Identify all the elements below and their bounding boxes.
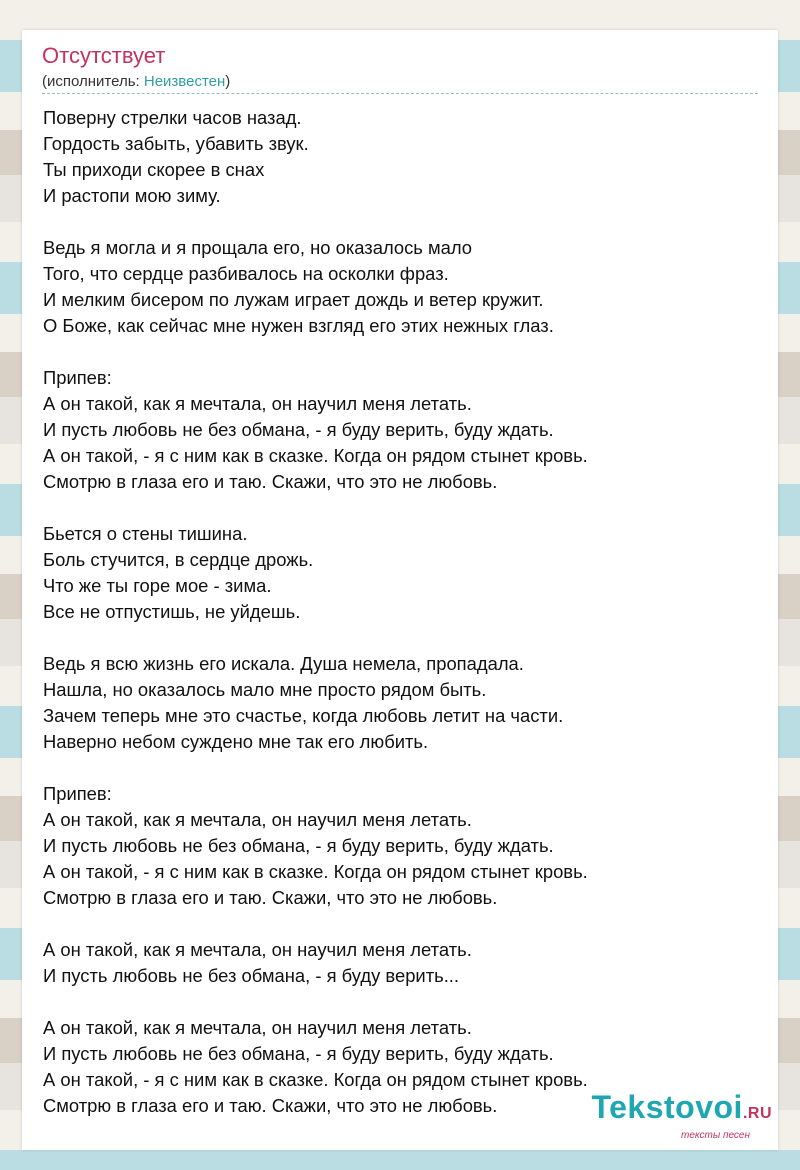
stanza-gap [43,755,763,781]
lyric-line: Ты приходи скорее в снах [43,159,265,180]
lyric-line: Смотрю в глаза его и таю. Скажи, что это не любовь. [43,1095,498,1116]
lyric-line: И растопи мою зиму. [43,185,221,206]
lyric-line: А он такой, как я мечтала, он научил меня летать. [43,393,472,414]
lyric-line: И пусть любовь не без обмана, - я буду верить, буду ждать. [43,419,554,440]
lyric-line: Смотрю в глаза его и таю. Скажи, что это не любовь. [43,887,498,908]
artist-line [42,73,230,91]
title-divider [42,93,758,94]
stanza-gap [43,989,763,1015]
lyric-line: А он такой, - я с ним как в сказке. Когда он рядом стынет кровь. [43,861,588,882]
lyric-line: И пусть любовь не без обмана, - я буду верить, буду ждать. [43,835,554,856]
lyric-line: Бьется о стены тишина. [43,523,248,544]
lyric-line: И пусть любовь не без обмана, - я буду верить, буду ждать. [43,1043,554,1064]
song-title: Отсутствует [42,43,166,68]
stanza-gap [43,625,763,651]
lyric-line: А он такой, как я мечтала, он научил меня летать. [43,809,472,830]
lyrics-text [43,105,763,1119]
lyric-line: О Боже, как сейчас мне нужен взгляд его этих нежных глаз. [43,315,554,336]
stanza-gap [43,209,763,235]
logo-tld: .RU [742,1105,772,1122]
lyric-line: И мелким бисером по лужам играет дождь и ветер кружит. [43,289,544,310]
logo-name: Tekstovoi [591,1089,743,1125]
lyric-line: Того, что сердце разбивалось на осколки фраз. [43,263,449,284]
artist-suffix: ) [225,73,231,90]
lyric-line: Ведь я могла и я прощала его, но оказалось мало [43,237,473,258]
lyric-line: Боль стучится, в сердце дрожь. [43,549,314,570]
stanza-gap [43,339,763,365]
lyric-line: Что же ты горе мое - зима. [43,575,272,596]
logo-tagline: тексты песен [681,1130,750,1141]
lyric-line: Припев: [43,367,112,388]
lyric-line: Поверну стрелки часов назад. [43,107,302,128]
artist-prefix: (исполнитель: [42,73,144,90]
lyric-line: Ведь я всю жизнь его искала. Душа немела, пропадала. [43,653,524,674]
stanza-gap [43,911,763,937]
site-logo[interactable] [591,1091,772,1142]
stanza-gap [43,495,763,521]
lyric-line: А он такой, как я мечтала, он научил меня летать. [43,1017,472,1038]
lyric-line: А он такой, - я с ним как в сказке. Когда он рядом стынет кровь. [43,1069,588,1090]
lyric-line: Смотрю в глаза его и таю. Скажи, что это не любовь. [43,471,498,492]
lyric-line: Припев: [43,783,112,804]
artist-link[interactable]: Неизвестен [143,73,226,90]
lyric-line: А он такой, - я с ним как в сказке. Когда он рядом стынет кровь. [43,445,588,466]
lyric-line: И пусть любовь не без обмана, - я буду верить... [43,965,460,986]
lyrics-card [22,30,778,1150]
lyric-line: Все не отпустишь, не уйдешь. [43,601,301,622]
lyric-line: Наверно небом суждено мне так его любить. [43,731,429,752]
lyric-line: Нашла, но оказалось мало мне просто рядом быть. [43,679,487,700]
lyric-line: Гордость забыть, убавить звук. [43,133,309,154]
lyric-line: Зачем теперь мне это счастье, когда любовь летит на части. [43,705,564,726]
lyric-line: А он такой, как я мечтала, он научил меня летать. [43,939,472,960]
